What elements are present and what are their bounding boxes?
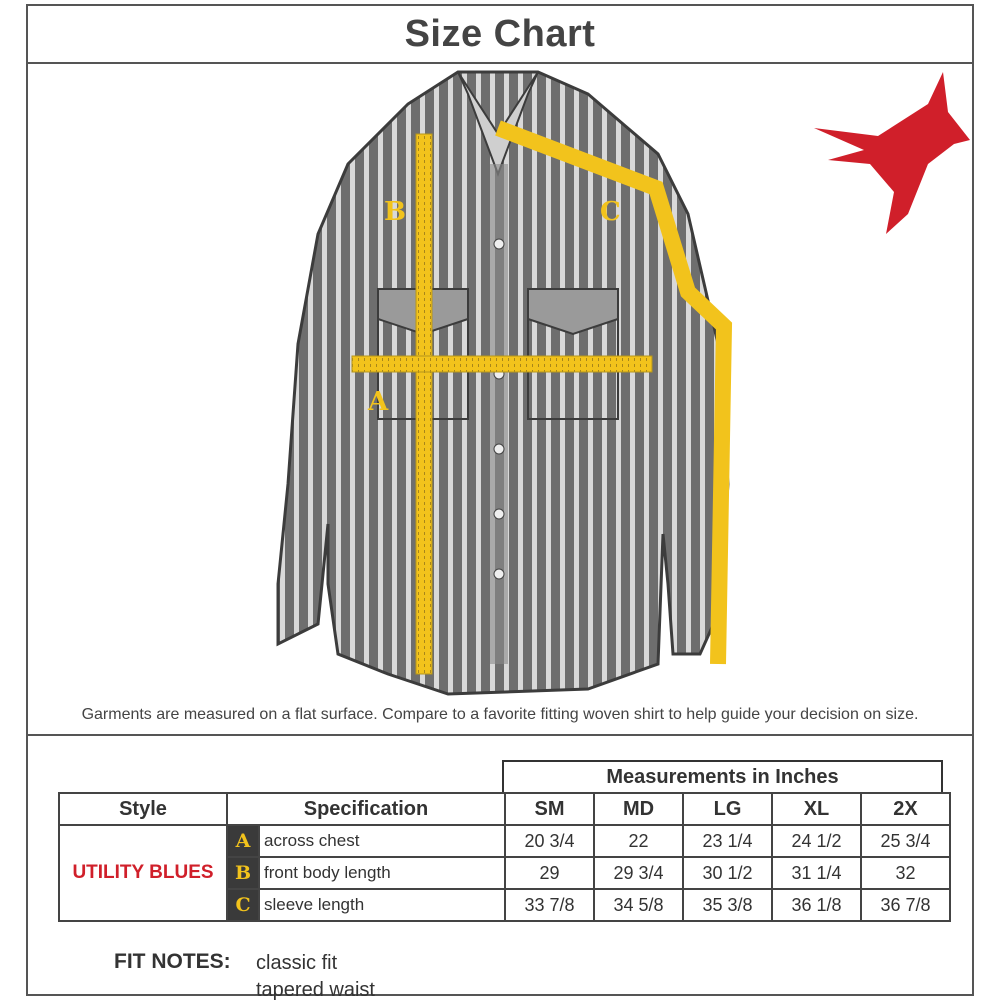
spec-letter: A [227, 825, 259, 857]
size-value: 33 7/8 [505, 889, 594, 921]
spec-letter: C [227, 889, 259, 921]
measurements-header: Measurements in Inches [502, 760, 943, 792]
tape-b [416, 134, 432, 674]
size-value: 23 1/4 [683, 825, 772, 857]
fit-note: tapered waist [256, 979, 375, 1001]
size-value: 35 3/8 [683, 889, 772, 921]
size-value: 25 3/4 [861, 825, 950, 857]
spec-letter: B [227, 857, 259, 889]
size-value: 36 7/8 [861, 889, 950, 921]
label-a: A [368, 387, 389, 417]
fit-note: classic fit [256, 952, 338, 974]
section-divider [28, 734, 972, 736]
size-value: 34 5/8 [594, 889, 683, 921]
label-c: C [600, 197, 621, 227]
style-header: Style [59, 793, 227, 825]
size-value: 22 [594, 825, 683, 857]
tape-a [352, 356, 652, 372]
size-value: 36 1/8 [772, 889, 861, 921]
label-b: B [384, 197, 406, 227]
size-value: 20 3/4 [505, 825, 594, 857]
style-name: UTILITY BLUES [59, 825, 227, 921]
size-value: 31 1/4 [772, 857, 861, 889]
shirt-diagram [28, 64, 972, 704]
size-value: 29 [505, 857, 594, 889]
fit-notes-label: FIT NOTES: [114, 950, 231, 973]
size-header: 2X [861, 793, 950, 825]
size-header: MD [594, 793, 683, 825]
size-chart-frame [26, 4, 974, 1001]
swallow-logo-icon [814, 72, 970, 234]
size-value: 32 [861, 857, 950, 889]
size-value: 24 1/2 [772, 825, 861, 857]
measurement-note: Garments are measured on a flat surface. Compare to a favorite fitting woven shirt to help guide your decision on size. [81, 706, 919, 723]
size-value: 30 1/2 [683, 857, 772, 889]
striped-shirt-illustration [278, 72, 728, 694]
spec-label: across chest [259, 825, 505, 857]
spec-header: Specification [227, 793, 505, 825]
size-header: XL [772, 793, 861, 825]
spec-label: sleeve length [259, 889, 505, 921]
fit-notes-list [256, 950, 375, 1004]
page-title: Size Chart [28, 6, 972, 64]
table-header-row [59, 793, 950, 825]
size-header: LG [683, 793, 772, 825]
size-header: SM [505, 793, 594, 825]
spec-label: front body length [259, 857, 505, 889]
size-table [58, 792, 951, 922]
size-value: 29 3/4 [594, 857, 683, 889]
table-row [59, 825, 950, 857]
